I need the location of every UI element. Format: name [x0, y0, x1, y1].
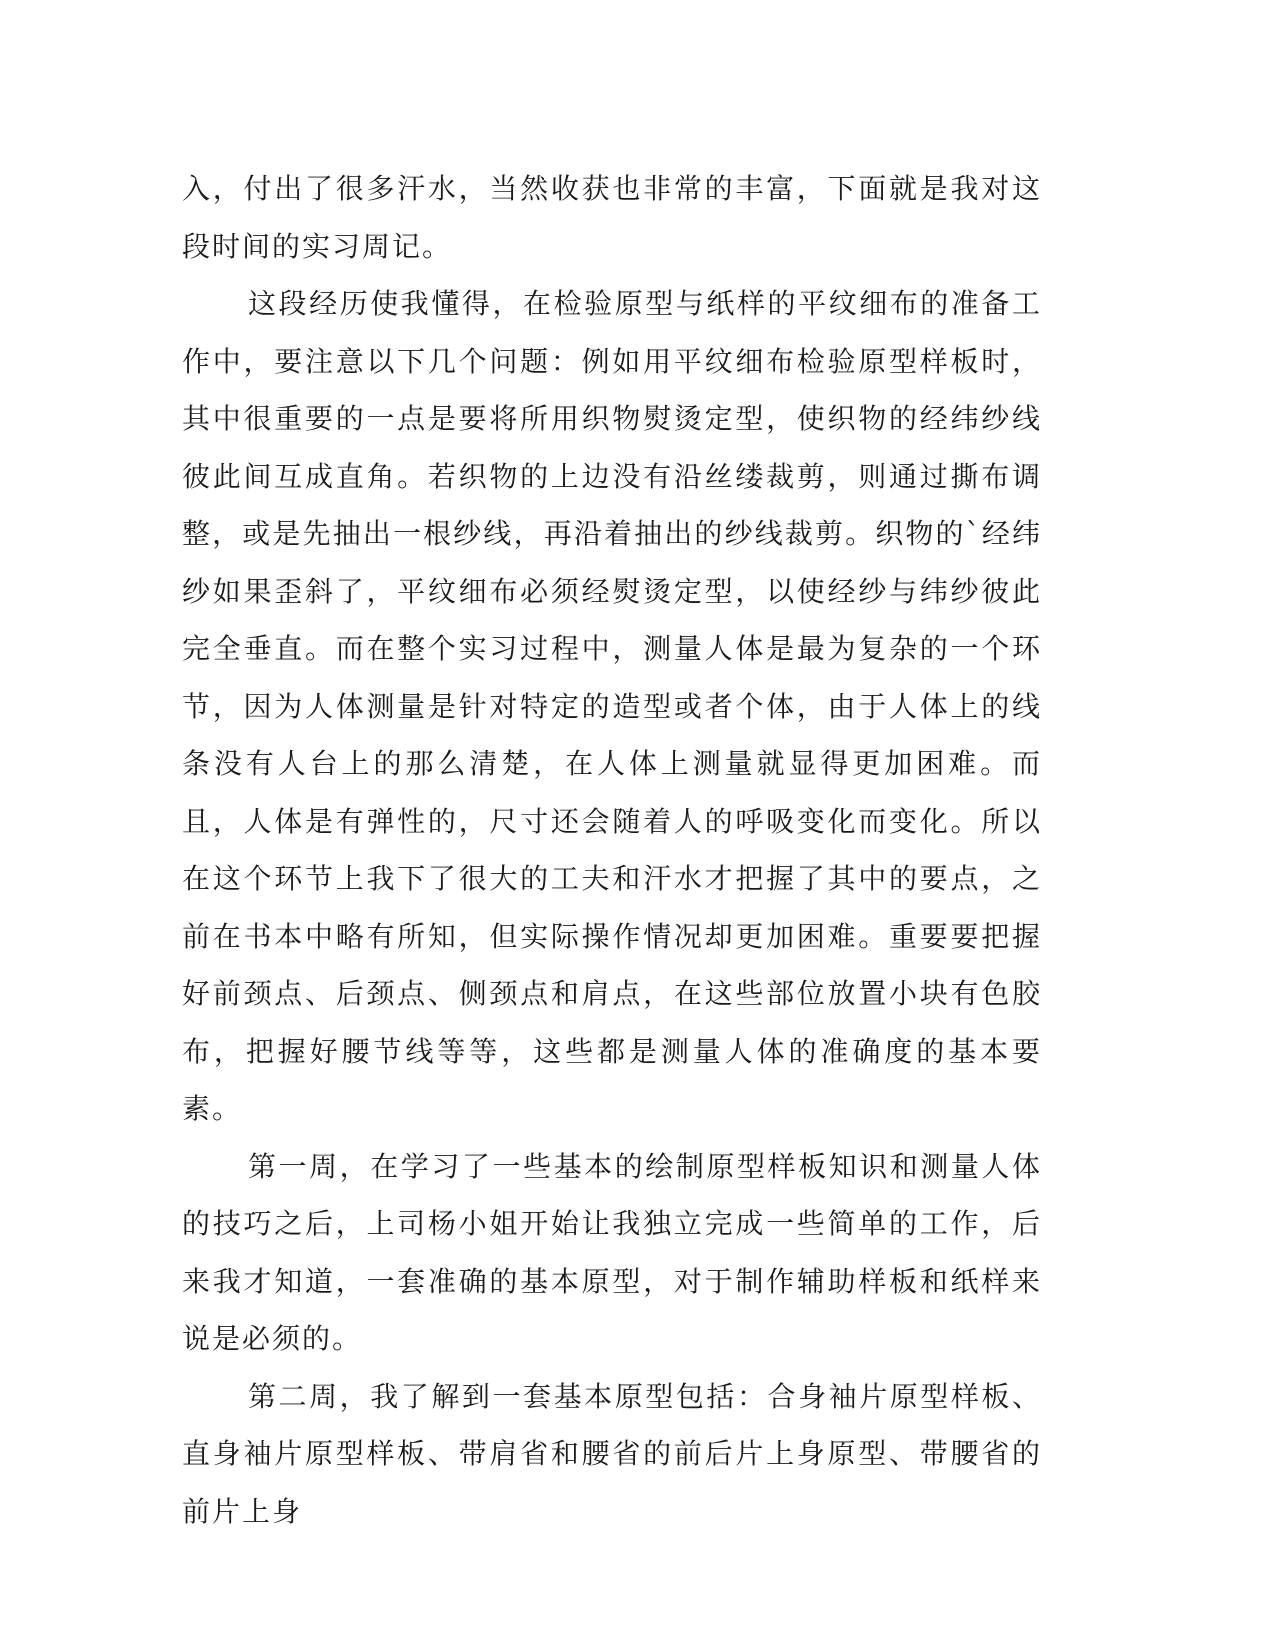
paragraph-week-one: 第一周，在学习了一些基本的绘制原型样板知识和测量人体的技巧之后，上司杨小姐开始让我独立完成一些简单的工作，后来我才知道，一套准确的基本原型，对于制作辅助样板和纸样来说是必须的。 [182, 1149, 1042, 1355]
body-text [182, 160, 1042, 1540]
paragraph-week-two: 第二周，我了解到一套基本原型包括：合身袖片原型样板、直身袖片原型样板、带肩省和腰省的前后片上身原型、带腰省的前片上身 [182, 1379, 1042, 1528]
paragraph-continuation: 入，付出了很多汗水，当然收获也非常的丰富，下面就是我对这段时间的实习周记。 [182, 172, 1042, 263]
paragraph-measurement-notes: 这段经历使我懂得，在检验原型与纸样的平纹细布的准备工作中，要注意以下几个问题：例如用平纹细布检验原型样板时，其中很重要的一点是要将所用织物熨烫定型，使织物的经纬纱线彼此间互成直角。若织物的上边没有沿丝缕裁剪，则通过撕布调整，或是先抽出一根纱线，再沿着抽出的纱线裁剪。织物的`经纬纱如果歪斜了，平纹细布必须经熨烫定型，以使经纱与纬纱彼此完全垂直。而在整个实习过程中，测量人体是最为复杂的一个环节，因为人体测量是针对特定的造型或者个体，由于人体上的线条没有人台上的那么清楚，在人体上测量就显得更加困难。而且，人体是有弹性的，尺寸还会随着人的呼吸变化而变化。所以在这个环节上我下了很大的工夫和汗水才把握了其中的要点，之前在书本中略有所知，但实际操作情况却更加困难。重要要把握好前颈点、后颈点、侧颈点和肩点，在这些部位放置小块有色胶布，把握好腰节线等等，这些都是测量人体的准确度的基本要素。 [182, 287, 1042, 1125]
